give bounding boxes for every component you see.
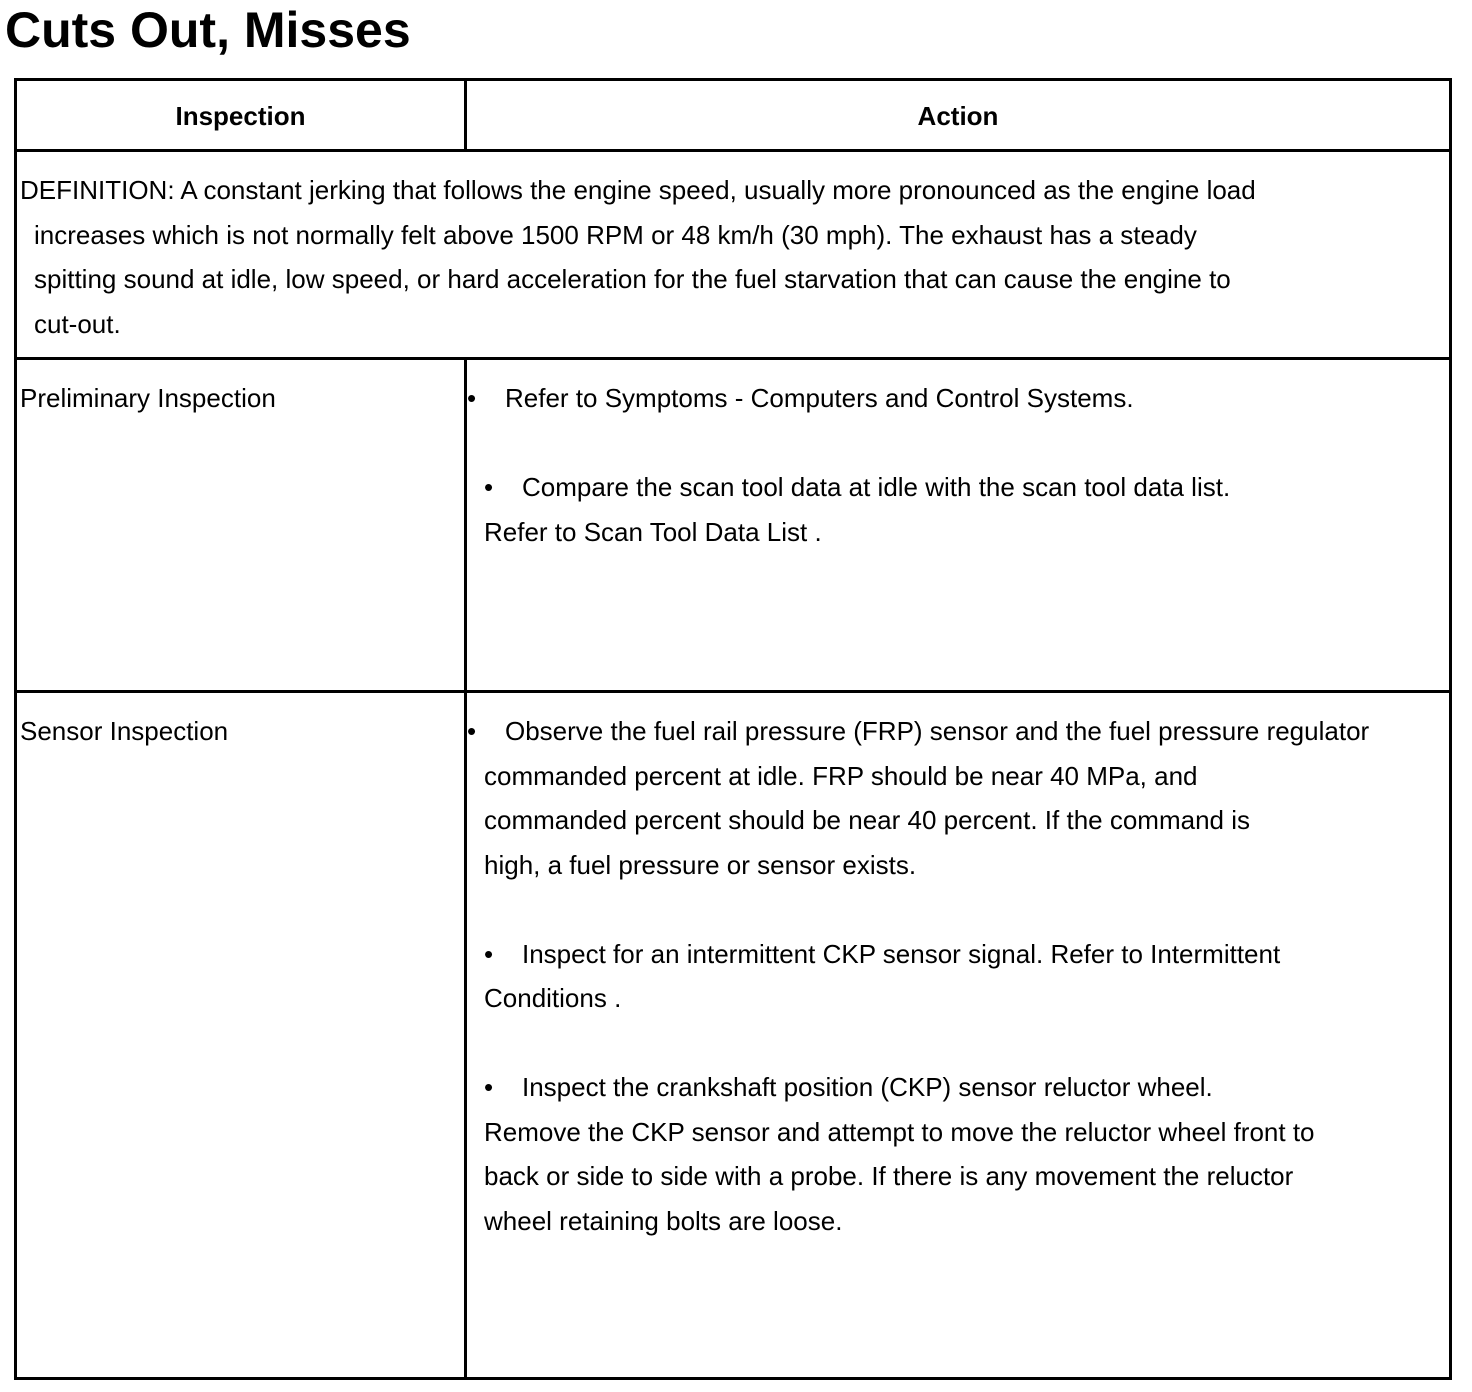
header-inspection: Inspection [175, 101, 306, 131]
action-item [467, 932, 1369, 977]
bullet-icon: • [484, 472, 494, 502]
action-text-continued: Refer to Scan Tool Data List . [484, 516, 822, 547]
definition-line: cut-out. [34, 308, 121, 339]
action-text-continued: commanded percent at idle. FRP should be near 40 MPa, and [484, 760, 1198, 791]
action-text: Inspect for an intermittent CKP sensor signal. Refer to Intermittent [522, 938, 1281, 969]
action-text: Refer to Symptoms - Computers and Control Systems. [505, 383, 1134, 413]
action-text-continued: wheel retaining bolts are loose. [484, 1205, 843, 1236]
header-action: Action [917, 101, 999, 131]
action-text-continued: Remove the CKP sensor and attempt to move the reluctor wheel front to [484, 1116, 1315, 1147]
action-text-continued: commanded percent should be near 40 percent. If the command is [484, 805, 1250, 835]
action-text: Inspect the crankshaft position (CKP) sensor reluctor wheel. [522, 1072, 1213, 1102]
action-text-continued: high, a fuel pressure or sensor exists. [484, 849, 917, 880]
bullet-icon: • [484, 1072, 494, 1102]
bullet-icon: • [484, 938, 494, 969]
inspection-cell-preliminary: Preliminary Inspection [20, 383, 276, 413]
inspection-cell-sensor: Sensor Inspection [20, 716, 229, 746]
action-item [467, 376, 1230, 421]
inspection-table [14, 78, 1452, 1380]
definition-divider [17, 357, 1449, 360]
action-cell-sensor [467, 709, 1369, 1243]
bullet-icon: • [467, 716, 477, 746]
action-cell-preliminary [467, 376, 1230, 554]
definition-line: DEFINITION: A constant jerking that follows the engine speed, usually more pronounced as the engine load [20, 175, 1256, 205]
action-text: Observe the fuel rail pressure (FRP) sensor and the fuel pressure regulator [505, 716, 1370, 746]
bullet-icon: • [467, 383, 477, 413]
row-divider [17, 690, 1449, 693]
action-item [467, 709, 1369, 754]
action-text: Compare the scan tool data at idle with the scan tool data list. [522, 472, 1231, 502]
action-item [467, 1065, 1369, 1110]
page-title: Cuts Out, Misses [5, 2, 411, 58]
definition-cell [20, 168, 1256, 346]
definition-line: spitting sound at idle, low speed, or hard acceleration for the fuel starvation that can cause the engine to [34, 264, 1231, 294]
definition-line: increases which is not normally felt above 1500 RPM or 48 km/h (30 mph). The exhaust has a steady [34, 219, 1197, 250]
header-divider [17, 149, 1449, 152]
action-text-continued: Conditions . [484, 983, 622, 1013]
action-text-continued: back or side to side with a probe. If there is any movement the reluctor [484, 1161, 1294, 1191]
action-item [467, 465, 1230, 510]
